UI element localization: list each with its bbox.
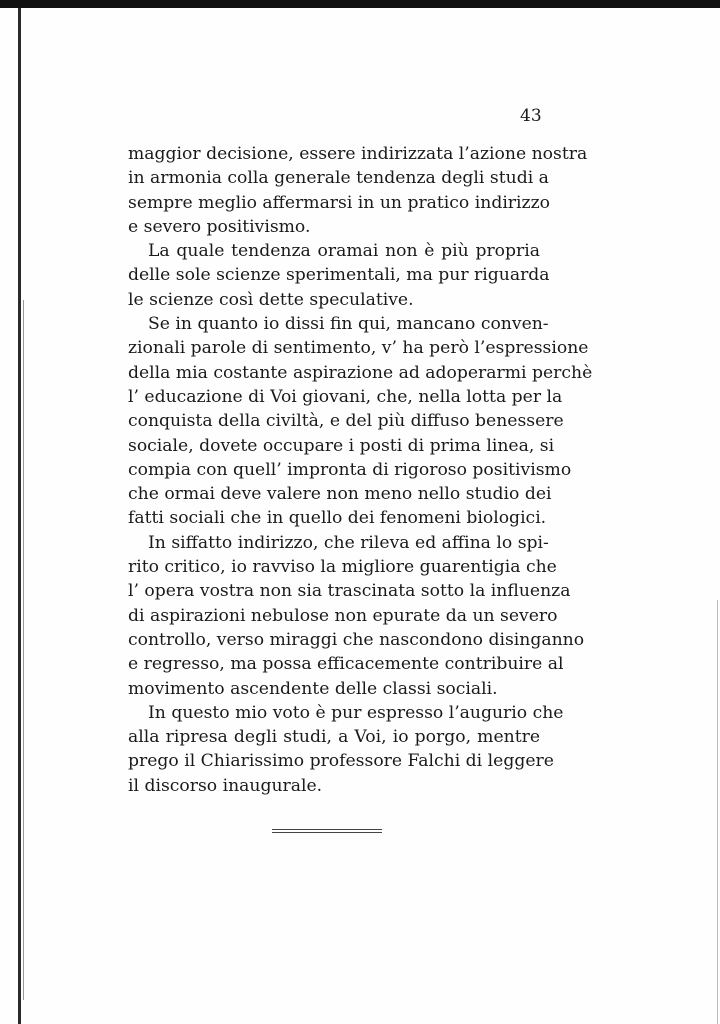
text-line: e regresso, ma possa efficacemente contribuire al: [128, 654, 564, 675]
text-line: in armonia colla generale tendenza degli studi a: [128, 168, 549, 189]
text-line: alla ripresa degli studi, a Voi, io porgo, mentre: [128, 727, 540, 748]
text-line: rito critico, io ravviso la migliore guarentigia che: [128, 557, 557, 578]
text-line: sociale, dovete occupare i posti di prima linea, si: [128, 435, 555, 456]
text-line: le scienze così dette speculative.: [128, 289, 414, 310]
text-line: In siffatto indirizzo, che rileva ed affina lo spi-: [148, 532, 549, 553]
scan-left-edge: [18, 8, 21, 1024]
text-line: e severo positivismo.: [128, 216, 311, 237]
text-line: controllo, verso miraggi che nascondono disinganno: [128, 629, 585, 650]
text-line: zionali parole di sentimento, v’ ha però l’espressione: [128, 338, 589, 359]
scan-right-edge: [717, 600, 718, 1024]
paragraph: [128, 701, 564, 798]
end-rule: [272, 829, 382, 833]
text-line: prego il Chiarissimo professore Falchi di leggere: [128, 751, 554, 772]
text-line: sempre meglio affermarsi in un pratico indirizzo: [128, 192, 550, 213]
text-line: l’ educazione di Voi giovani, che, nella lotta per la: [128, 386, 563, 407]
text-line: fatti sociali che in quello dei fenomeni biologici.: [128, 508, 547, 529]
text-line: della mia costante aspirazione ad adoperarmi perchè: [128, 362, 593, 383]
paragraph: [128, 142, 588, 239]
text-line: maggior decisione, essere indirizzata l’azione nostra: [128, 144, 588, 164]
text-line: In questo mio voto è pur espresso l’augurio che: [148, 702, 564, 723]
scan-left-edge-shadow: [23, 300, 24, 1000]
text-line: movimento ascendente delle classi sociali.: [128, 678, 498, 699]
paragraph: [128, 312, 593, 531]
paragraph: [128, 239, 550, 312]
paragraph: [128, 531, 585, 701]
text-line: l’ opera vostra non sia trascinata sotto la influenza: [128, 581, 571, 602]
text-line: La quale tendenza oramai non è più propria: [148, 241, 540, 262]
scan-top-border: [0, 0, 720, 8]
text-line: conquista della civiltà, e del più diffuso benessere: [128, 411, 564, 432]
text-line: il discorso inaugurale.: [128, 775, 323, 796]
text-line: delle sole scienze sperimentali, ma pur riguarda: [128, 265, 550, 286]
text-line: compia con quell’ impronta di rigoroso positivismo: [128, 459, 572, 480]
text-line: di aspirazioni nebulose non epurate da un severo: [128, 605, 558, 626]
body-text: [128, 142, 593, 798]
text-line: che ormai deve valere non meno nello studio dei: [128, 484, 552, 505]
text-line: Se in quanto io dissi fin qui, mancano conven-: [148, 314, 549, 335]
page-number: 43: [520, 106, 542, 126]
